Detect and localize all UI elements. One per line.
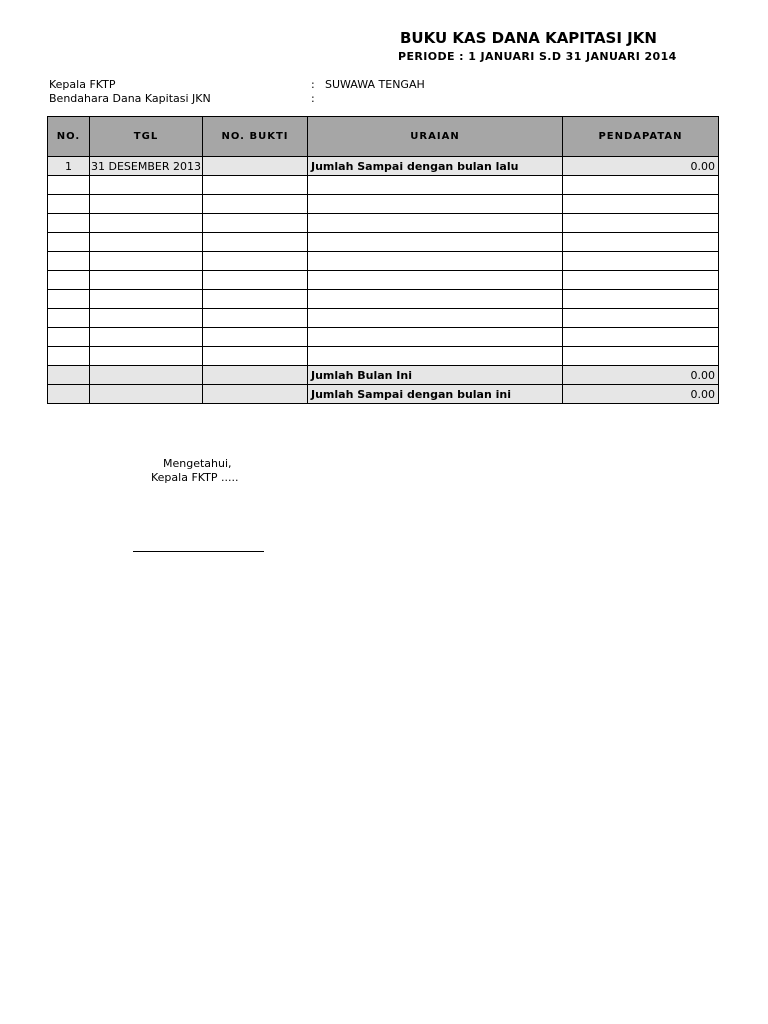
col-header-no: NO. (48, 117, 90, 157)
table-row (48, 271, 719, 290)
col-header-uraian: URAIAN (308, 117, 563, 157)
cell-tgl: 31 DESEMBER 2013 (90, 157, 203, 176)
cell-no-bukti (203, 157, 308, 176)
col-header-tgl: TGL (90, 117, 203, 157)
table-row (48, 214, 719, 233)
table-row (48, 347, 719, 366)
total-cumulative-row (48, 385, 719, 404)
table-row (48, 233, 719, 252)
signature-title: Kepala FKTP ..... (151, 471, 239, 484)
cell-no: 1 (48, 157, 90, 176)
cell-uraian: Jumlah Sampai dengan bulan lalu (308, 157, 563, 176)
total-month-value: 0.00 (563, 366, 719, 385)
bendahara-label: Bendahara Dana Kapitasi JKN (49, 92, 211, 105)
signature-line (133, 551, 264, 552)
total-month-row (48, 366, 719, 385)
cash-book-table (47, 116, 719, 404)
table-row (48, 195, 719, 214)
col-header-pendapatan: PENDAPATAN (563, 117, 719, 157)
kepala-label: Kepala FKTP (49, 78, 116, 91)
document-title: BUKU KAS DANA KAPITASI JKN (400, 29, 657, 47)
document-period: PERIODE : 1 JANUARI S.D 31 JANUARI 2014 (398, 50, 677, 63)
kepala-colon: : (311, 78, 315, 91)
kepala-value: SUWAWA TENGAH (325, 78, 425, 91)
signature-acknowledged: Mengetahui, (163, 457, 232, 470)
table-row (48, 157, 719, 176)
cell-pendapatan: 0.00 (563, 157, 719, 176)
total-cumulative-label: Jumlah Sampai dengan bulan ini (308, 385, 563, 404)
total-cumulative-value: 0.00 (563, 385, 719, 404)
bendahara-colon: : (311, 92, 315, 105)
table-row (48, 176, 719, 195)
col-header-no-bukti: NO. BUKTI (203, 117, 308, 157)
table-row (48, 309, 719, 328)
table-row (48, 290, 719, 309)
table-header-row (48, 117, 719, 157)
table-row (48, 328, 719, 347)
total-month-label: Jumlah Bulan Ini (308, 366, 563, 385)
table-row (48, 252, 719, 271)
